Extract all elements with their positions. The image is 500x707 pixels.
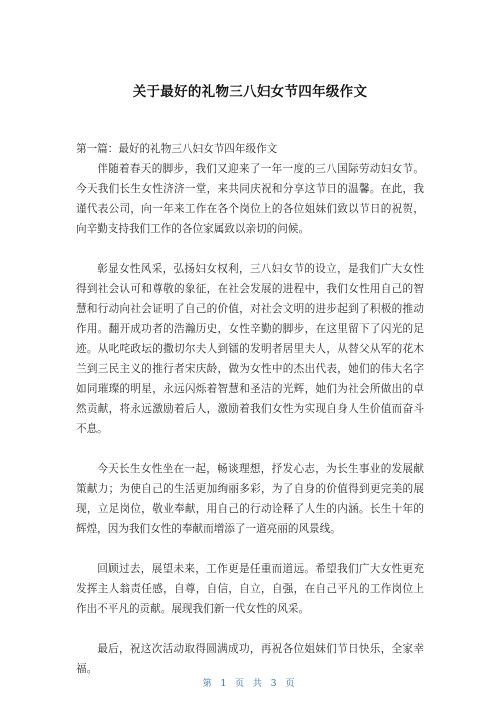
document-title: 关于最好的礼物三八妇女节四年级作文: [132, 84, 368, 100]
document-body: [76, 139, 424, 679]
paragraph-4: 回顾过去，展望未来，工作更是任重而道远。希望我们广大女性更充发挥主人翁责任感，自尊，自信，自立，自强，在自己平凡的工作岗位上作出不平凡的贡献。展现我们新一代女性的风采。: [76, 563, 424, 615]
paragraph-3: 今天长生女性坐在一起，畅谈理想，抒发心志，为长生事业的发展献策献力；为使自己的生活更加绚丽多彩，为了自身的价值得到更完美的展现，立足岗位，敬业奉献，用自己的行动诠释了人生的内涵。长生十年的辉煌，因为我们女性的奉献而增添了一道亮丽的风景线。: [76, 463, 424, 535]
section-heading: 第一篇：最好的礼物三八妇女节四年级作文: [76, 143, 278, 155]
page-footer: 第 1 页 共 3 页: [202, 679, 298, 689]
paragraph-5: 最后，祝这次活动取得圆满成功，再祝各位姐妹们节日快乐，全家幸福。: [76, 643, 424, 675]
paragraph-1: 伴随着春天的脚步，我们又迎来了一年一度的三八国际劳动妇女节。今天我们长生女性济济一堂，来共同庆祝和分享这节日的温馨。在此，我谨代表公司，向一年来工作在各个岗位上的各位姐妹们致以节日的祝贺，向辛勤支持我们工作的各位家属致以亲切的问候。: [76, 163, 424, 235]
paragraph-2: 彰显女性风采，弘扬妇女权利，三八妇女节的设立，是我们广大女性得到社会认可和尊敬的象征，在社会发展的进程中，我们女性用自己的智慧和行动向社会证明了自己的价值，对社会文明的进步起到了积极的推动作用。翻开成功者的浩瀚历史，女性辛勤的脚步，在这里留下了闪光的足迹。从叱咤政坛的撒切尔夫人到镭的发明者居里夫人，从替父从军的花木兰到三民主义的推行者宋庆龄，做为女性中的杰出代表，她们的伟大名字如同璀璨的明星，永远闪烁着智慧和圣洁的光辉，她们为社会所做出的卓然贡献，将永远激励着后人，激励着我们女性为实现自身人生价值而奋斗不息。: [76, 263, 424, 435]
